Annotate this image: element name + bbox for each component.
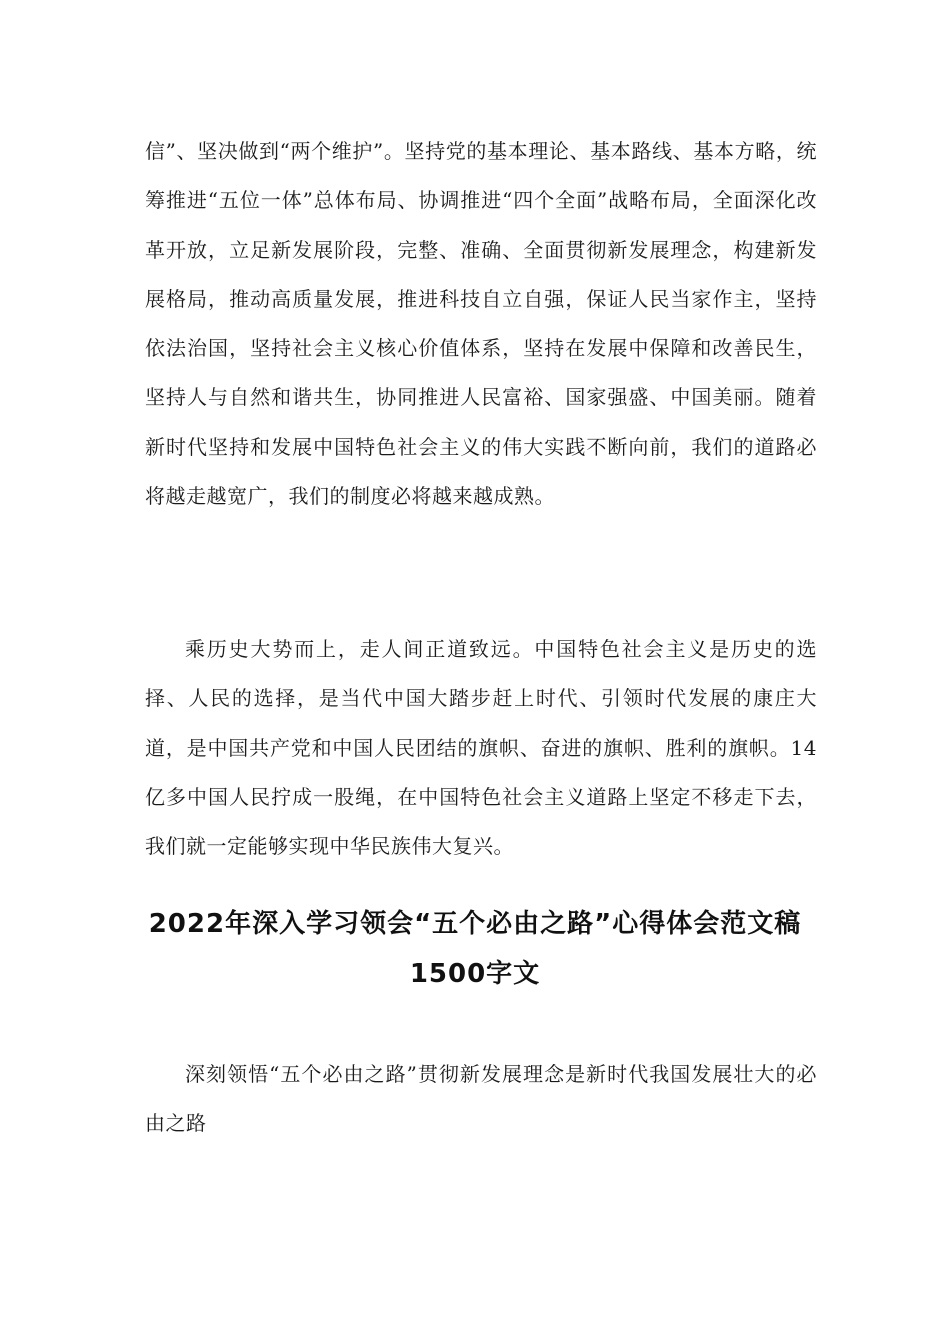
article-title: 2022年深入学习领会“五个必由之路”心得体会范文稿1500字文: [148, 909, 802, 989]
section-subtitle-paragraph: 深刻领悟“五个必由之路”贯彻新发展理念是新时代我国发展壮大的必由之路: [145, 1062, 817, 1136]
body-paragraph: 信”、坚决做到“两个维护”。坚持党的基本理论、基本路线、基本方略，统筹推进“五位一体”总体布局、协调推进“四个全面”战略布局，全面深化改革开放，立足新发展阶段，完整、准确、全面贯彻新发展理念，构建新发展格局，推动高质量发展，推进科技自立自强，保证人民当家作主，坚持依法治国，坚持社会主义核心价值体系，坚持在发展中保障和改善民生，坚持人与自然和谐共生，协同推进人民富裕、国家强盛、中国美丽。随着新时代坚持和发展中国特色社会主义的伟大实践不断向前，我们的道路必将越走越宽广，我们的制度必将越来越成熟。: [145, 139, 817, 509]
body-paragraph: 乘历史大势而上，走人间正道致远。中国特色社会主义是历史的选择、人民的选择，是当代中国大踏步赶上时代、引领时代发展的康庄大道，是中国共产党和中国人民团结的旗帜、奋进的旗帜、胜利的旗帜。14亿多中国人民拧成一股绳，在中国特色社会主义道路上坚定不移走下去，我们就一定能够实现中华民族伟大复兴。: [145, 637, 817, 859]
